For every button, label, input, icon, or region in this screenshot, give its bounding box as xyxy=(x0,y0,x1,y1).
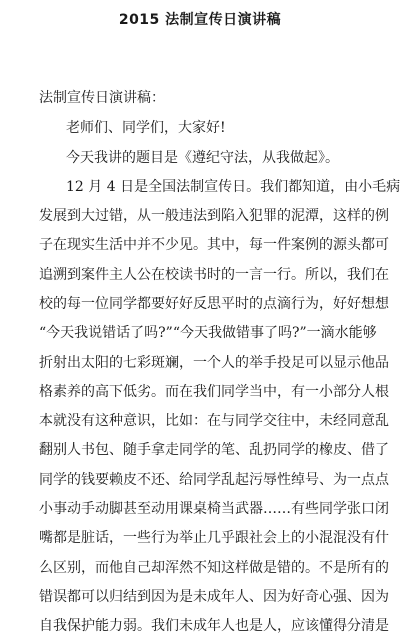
document-title: 2015 法制宣传日演讲稿 xyxy=(118,12,282,28)
paragraph-line: 同学的钱要赖皮不还、给同学乱起污辱性绰号、为一点点 xyxy=(39,471,389,488)
topic-line: 今天我讲的题目是《遵纪守法，从我做起》。 xyxy=(66,150,339,166)
paragraph-line: 错误都可以归结到因为是未成年人、因为好奇心强、因为 xyxy=(39,588,389,605)
paragraph-first-line: 12 月 4 日是全国法制宣传日。我们都知道，由小毛病 xyxy=(66,179,400,195)
greeting-line: 老师们、同学们，大家好! xyxy=(66,120,226,136)
paragraph-line: 翻别人书包、随手拿走同学的笔、乱扔同学的橡皮、借了 xyxy=(39,442,389,459)
paragraph-line: 嘴都是脏话，一些行为举止几乎跟社会上的小混混没有什 xyxy=(39,530,389,547)
paragraph-line: 小事动手动脚甚至动用课桌椅当武器……有些同学张口闭 xyxy=(39,501,389,517)
paragraph-line: 么区别，而他自己却浑然不知这样做是错的。不是所有的 xyxy=(39,559,389,576)
paragraph-line: 格素养的高下低劣。而在我们同学当中，有一小部分人根 xyxy=(39,383,389,400)
paragraph-line: “今天我说错话了吗?”“今天我做错事了吗?”一滴水能够 xyxy=(39,325,377,342)
paragraph-line: 折射出太阳的七彩斑斓，一个人的举手投足可以显示他品 xyxy=(39,354,389,371)
speech-heading: 法制宣传日演讲稿： xyxy=(39,90,165,106)
paragraph-line: 本就没有这种意识，比如：在与同学交往中，未经同意乱 xyxy=(39,413,389,430)
paragraph-line: 发展到大过错，从一般违法到陷入犯罪的泥潭，这样的例 xyxy=(39,208,389,224)
paragraph-line: 自我保护能力弱。我们未成年人也是人，应该懂得分清是 xyxy=(39,618,389,635)
paragraph-line: 校的每一位同学都要好好反思平时的点滴行为，好好想想 xyxy=(39,295,389,312)
paragraph-line: 追溯到案件主人公在校读书时的一言一行。所以，我们在 xyxy=(39,266,389,283)
paragraph-line: 子在现实生活中并不少见。其中，每一件案例的源头都可 xyxy=(39,237,389,254)
